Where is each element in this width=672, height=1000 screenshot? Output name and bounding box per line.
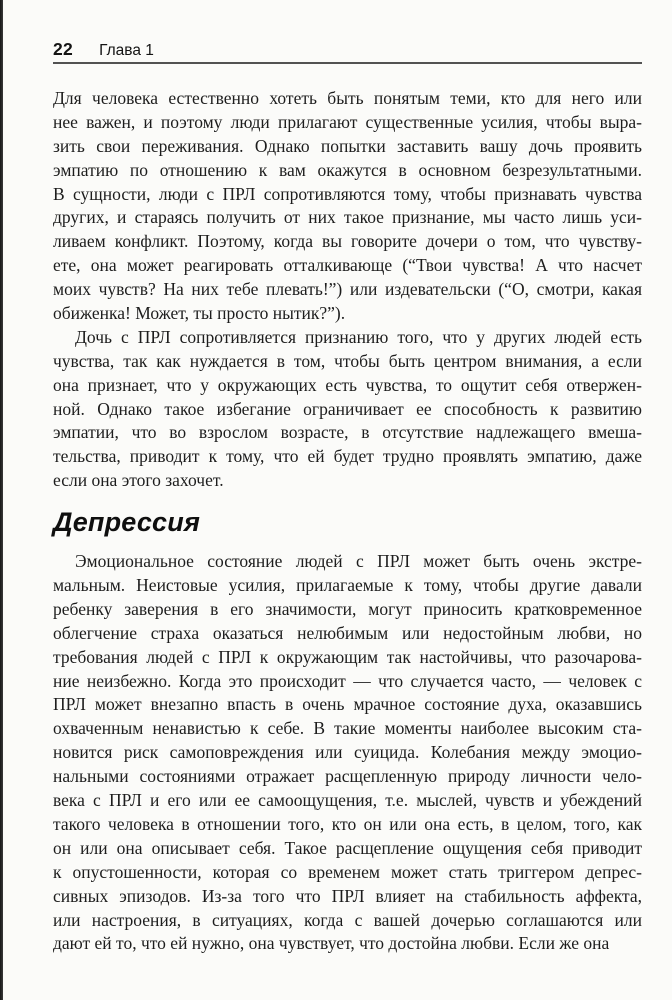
text-line: такого человека в отношении того, кто он или она есть, в целом, того, как xyxy=(53,813,642,834)
header-rule xyxy=(53,62,642,64)
text-line: моих чувств? На них тебе плевать!”) или издевательски (“О, смотри, какая xyxy=(53,279,642,300)
text-line: ПРЛ может внезапно впасть в очень мрачное состояние духа, оказавшись xyxy=(53,694,642,715)
section-heading: Депрессия xyxy=(53,507,201,538)
text-line: других, и стараясь получить от них такое признание, мы часто лишь уси- xyxy=(53,207,642,228)
text-line: эмпатии, что во взрослом возрасте, в отсутствие надлежащего вмеша- xyxy=(53,422,642,443)
chapter-title: Глава 1 xyxy=(99,42,154,59)
text-line: охваченным ненавистью к себе. В такие моменты наиболее высоким ста- xyxy=(53,718,642,739)
text-line: Дочь с ПРЛ сопротивляется признанию того, что у других людей есть xyxy=(75,326,642,347)
text-line: к опустошенности, которая со временем может стать триггером депрес- xyxy=(53,861,642,882)
text-line: мальным. Неистовые усилия, прилагаемые к тому, чтобы другие давали xyxy=(53,575,642,596)
text-line: сивных эпизодов. Из-за того что ПРЛ влияет на стабильность аффекта, xyxy=(53,885,642,906)
body-paragraph xyxy=(53,550,642,956)
text-line: Эмоциональное состояние людей с ПРЛ может быть очень экстре- xyxy=(75,551,642,572)
text-line: или настроения, в ситуациях, когда с вашей дочерью соглашаются или xyxy=(53,909,642,930)
text-line: зить свои переживания. Однако попытки заставить вашу дочь проявить xyxy=(53,135,642,156)
text-line: новится риск самоповреждения или суицида. Колебания между эмоцио- xyxy=(53,742,642,763)
text-line: если она этого захочет. xyxy=(53,470,224,491)
text-line: ной. Однако такое избегание ограничивает ее способность к развитию xyxy=(53,398,642,419)
text-line: чувства, так как нуждается в том, чтобы быть центром внимания, а если xyxy=(53,350,642,371)
body-paragraph xyxy=(53,87,642,326)
text-line: нее важен, и поэтому люди прилагают существенные усилия, чтобы выра- xyxy=(53,111,642,132)
text-line: Для человека естественно хотеть быть понятым теми, кто для него или xyxy=(53,88,642,108)
scan-edge-artifact xyxy=(0,0,3,1000)
text-line: дают ей то, что ей нужно, она чувствует, что достойна любви. Если же она xyxy=(53,933,610,954)
text-line: требования людей с ПРЛ к окружающим так настойчивы, что разочарова- xyxy=(53,646,642,667)
text-line: нальными состояниями отражает расщепленную природу личности чело- xyxy=(53,766,642,787)
text-line: века с ПРЛ и его или ее самоощущения, т.е. мыслей, чувств и убеждений xyxy=(53,790,642,811)
page-header xyxy=(53,39,642,59)
text-line: ребенку заверения в его значимости, могут приносить кратковременное xyxy=(53,598,642,619)
text-line: В сущности, люди с ПРЛ сопротивляются тому, чтобы признавать чувства xyxy=(53,183,642,204)
page-number: 22 xyxy=(53,39,74,59)
text-line: ливаем конфликт. Поэтому, когда вы говорите дочери о том, что чувству- xyxy=(53,231,642,252)
page-body xyxy=(53,87,642,956)
text-line: ете, она может реагировать отталкивающе (“Твои чувства! А что насчет xyxy=(53,255,642,276)
text-line: обиженка! Может, ты просто нытик?”). xyxy=(53,303,346,324)
text-line: она признает, что у окружающих есть чувства, то ощутит себя отвержен- xyxy=(53,374,642,395)
text-line: он или она описывает себя. Такое расщепление ощущения себя приводит xyxy=(53,837,642,858)
body-paragraph xyxy=(53,326,642,493)
text-line: тельства, приводит к тому, что ей будет трудно проявлять эмпатию, даже xyxy=(53,446,642,467)
text-line: ние неизбежно. Когда это происходит — что случается часто, — человек с xyxy=(53,670,642,691)
text-line: облегчение страха оказаться нелюбимым или недостойным любви, но xyxy=(53,622,642,643)
text-line: эмпатию по отношению к вам окажутся в основном безрезультатными. xyxy=(53,159,642,180)
